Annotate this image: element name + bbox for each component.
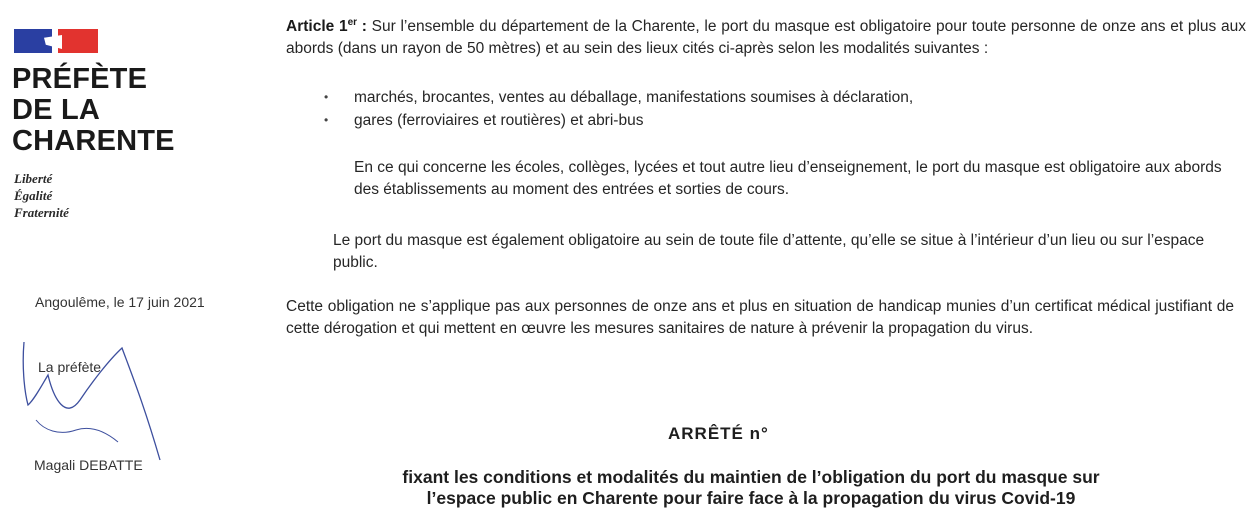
motto-line: Égalité (14, 188, 53, 203)
list-item: • marchés, brocantes, ventes au déballage, manifestations soumises à déclaration, (322, 86, 1222, 109)
arrete-subject-line: fixant les conditions et modalités du maintien de l’obligation du port du masque sur (402, 467, 1100, 487)
exemption-paragraph: Cette obligation ne s’applique pas aux personnes de onze ans et plus en situation de handicap munies d’un certificat médical justifiant de cette dérogation et qui mettent en œuvre les mesures sanitaires de nature à prévenir la propagation du virus. (286, 298, 1234, 337)
schools-paragraph: En ce qui concerne les écoles, collèges, lycées et tout autre lieu d’enseignement, le port du masque est obligatoire aux abords des établissements au moment des entrées et sorties de cours. (354, 159, 1222, 198)
prefecture-title-line: PRÉFÈTE (12, 63, 148, 95)
queue-paragraph: Le port du masque est également obligatoire au sein de toute file d’attente, qu’elle se situe à l’intérieur d’un lieu ou sur l’espace public. (333, 232, 1205, 271)
prefecture-title-line: DE LA (12, 94, 100, 126)
article-1-intro (286, 16, 1246, 60)
motto-line: Liberté (14, 171, 53, 186)
marianne-logo-icon (14, 29, 98, 53)
article-intro-text: Sur l’ensemble du département de la Charente, le port du masque est obligatoire pour toute personne de onze ans et plus aux abords (dans un rayon de 50 mètres) et au sein des lieux cités ci-après selon les modalités suivantes : (286, 18, 1247, 57)
prefecture-title-line: CHARENTE (12, 125, 175, 157)
locations-list (322, 86, 1222, 132)
republic-motto (14, 170, 164, 221)
article-label: Article 1er : (286, 17, 367, 35)
signer-role: La préfète (38, 359, 102, 375)
motto-line: Fraternité (14, 205, 69, 220)
list-item: • gares (ferroviaires et routières) et abri-bus (322, 109, 1222, 132)
signer-name: Magali DEBATTE (34, 457, 143, 473)
place-and-date: Angoulême, le 17 juin 2021 (35, 294, 205, 310)
arrete-subject (286, 467, 1216, 509)
prefecture-title (12, 64, 222, 157)
arrete-subject-line: l’espace public en Charente pour faire face à la propagation du virus Covid-19 (426, 488, 1076, 508)
arrete-number-heading: ARRÊTÉ n° (668, 424, 769, 443)
